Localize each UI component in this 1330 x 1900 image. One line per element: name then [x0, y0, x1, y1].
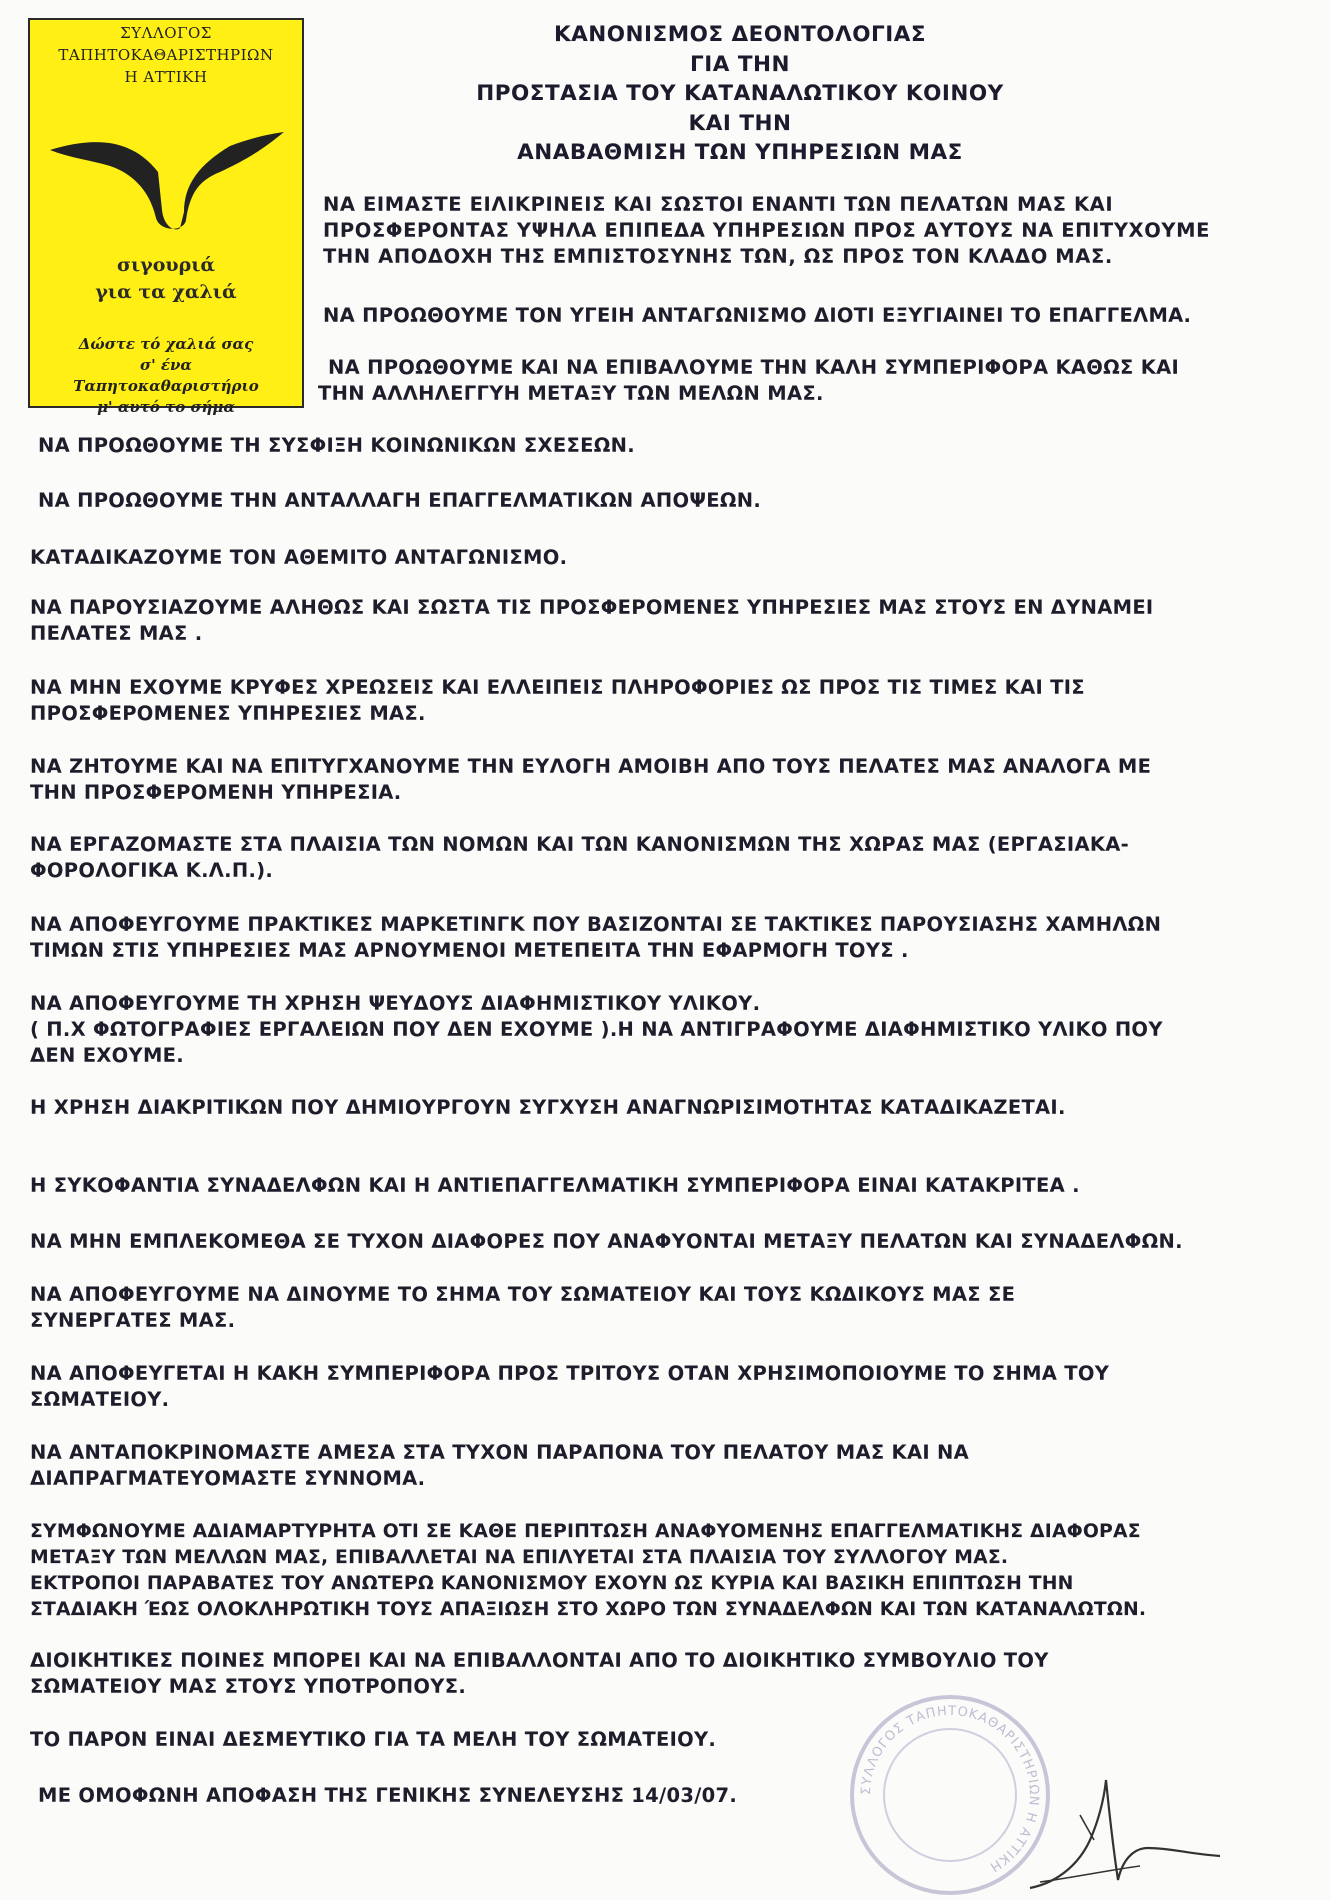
paragraph-line: ΣΥΝΕΡΓΑΤΕΣ ΜΑΣ.: [30, 1309, 236, 1332]
paragraph-line: ΝΑ ΑΠΟΦΕΥΓΟΥΜΕ ΝΑ ΔΙΝΟΥΜΕ ΤΟ ΣΗΜΑ ΤΟΥ ΣΩΜΑΤΕΙΟΥ ΚΑΙ ΤΟΥΣ ΚΩΔΙΚΟΥΣ ΜΑΣ ΣΕ: [30, 1283, 1016, 1306]
paragraph-line: ΤΙΜΩΝ ΣΤΙΣ ΥΠΗΡΕΣΙΕΣ ΜΑΣ ΑΡΝΟΥΜΕΝΟΙ ΜΕΤΕΠΕΙΤΑ ΤΗΝ ΕΦΑΡΜΟΓΗ ΤΟΥΣ .: [30, 939, 909, 962]
title-line-1: ΚΑΝΟΝΙΣΜΟΣ ΔΕΟΝΤΟΛΟΓΙΑΣ: [553, 22, 927, 47]
document-title: [360, 20, 1120, 168]
paragraph-bad-behavior: [30, 1361, 1109, 1413]
logo-header-line-3: Η ΑΤΤΙΚΗ: [124, 68, 208, 86]
paragraph-unfair-competition: [30, 545, 567, 571]
title-line-5: ΑΝΑΒΑΘΜΙΣΗ ΤΩΝ ΥΠΗΡΕΣΙΩΝ ΜΑΣ: [517, 140, 963, 165]
paragraph-line: ΣΤΑΔΙΑΚΗ ΈΩΣ ΟΛΟΚΛΗΡΩΤΙΚΗ ΤΟΥΣ ΑΠΑΞΙΩΣΗ ΣΤΟ ΧΩΡΟ ΤΩΝ ΣΥΝΑΔΕΛΦΩΝ ΚΑΙ ΤΩΝ ΚΑΤΑΝΑΛΩΤΩΝ.: [30, 1599, 1147, 1620]
paragraph-healthy-competition: [323, 303, 1191, 329]
paragraph-line: ΣΥΜΦΩΝΟΥΜΕ ΑΔΙΑΜΑΡΤΥΡΗΤΑ ΟΤΙ ΣΕ ΚΑΘΕ ΠΕΡΙΠΤΩΣΗ ΑΝΑΦΥΟΜΕΝΗΣ ΕΠΑΓΓΕΛΜΑΤΙΚΗΣ ΔΙΑΦΟΡΑΣ: [30, 1521, 1141, 1542]
logo-slogan: [30, 252, 302, 306]
paragraph-line: ΝΑ ΠΡΟΩΘΟΥΜΕ ΤΗΝ ΑΝΤΑΛΛΑΓΗ ΕΠΑΓΓΕΛΜΑΤΙΚΩΝ ΑΠΟΨΕΩΝ.: [38, 489, 762, 512]
paragraph-line: ΝΑ ΑΝΤΑΠΟΚΡΙΝΟΜΑΣΤΕ ΑΜΕΣΑ ΣΤΑ ΤΥΧΟΝ ΠΑΡΑΠΟΝΑ ΤΟΥ ΠΕΛΑΤΟΥ ΜΑΣ ΚΑΙ ΝΑ: [30, 1441, 969, 1464]
paragraph-line: ΔΙΟΙΚΗΤΙΚΕΣ ΠΟΙΝΕΣ ΜΠΟΡΕΙ ΚΑΙ ΝΑ ΕΠΙΒΑΛΛΟΝΤΑΙ ΑΠΟ ΤΟ ΔΙΟΙΚΗΤΙΚΟ ΣΥΜΒΟΥΛΙΟ ΤΟΥ: [30, 1649, 1049, 1672]
paragraph-line: ΝΑ ΕΙΜΑΣΤΕ ΕΙΛΙΚΡΙΝΕΙΣ ΚΑΙ ΣΩΣΤΟΙ ΕΝΑΝΤΙ ΤΩΝ ΠΕΛΑΤΩΝ ΜΑΣ ΚΑΙ: [323, 193, 1114, 216]
title-line-2: ΓΙΑ ΤΗΝ: [690, 51, 790, 77]
paragraph-honesty: [323, 192, 1210, 270]
paragraph-line: ΝΑ ΖΗΤΟΥΜΕ ΚΑΙ ΝΑ ΕΠΙΤΥΓΧΑΝΟΥΜΕ ΤΗΝ ΕΥΛΟΓΗ ΑΜΟΙΒΗ ΑΠΟ ΤΟΥΣ ΠΕΛΑΤΕΣ ΜΑΣ ΑΝΑΛΟΓΑ ΜΕ: [30, 755, 1152, 778]
paragraph-line: ΠΡΟΣΦΕΡΟΝΤΑΣ ΥΨΗΛΑ ΕΠΙΠΕΔΑ ΥΠΗΡΕΣΙΩΝ ΠΡΟΣ ΑΥΤΟΥΣ ΝΑ ΕΠΙΤΥΧΟΥΜΕ: [323, 219, 1211, 242]
paragraph-general-assembly: [38, 1783, 737, 1809]
paragraph-hidden-charges: [30, 675, 1085, 727]
paragraph-line: ΠΡΟΣΦΕΡΟΜΕΝΕΣ ΥΠΗΡΕΣΙΕΣ ΜΑΣ.: [30, 702, 426, 725]
slogan-line-1: σιγουριά: [116, 254, 216, 276]
paragraph-good-behavior: [318, 355, 1179, 407]
logo-tagline: [30, 334, 302, 418]
tagline-line-2: σ' ένα: [140, 356, 192, 374]
tagline-line-1: Δώστε τό χαλιά σας: [78, 335, 254, 353]
paragraph-laws: [30, 832, 1129, 884]
paragraph-line: ΜΕΤΑΞΥ ΤΩΝ ΜΕΛΛΩΝ ΜΑΣ, ΕΠΙΒΑΛΛΕΤΑΙ ΝΑ ΕΠΙΛΥΕΤΑΙ ΣΤΑ ΠΛΑΙΣΙΑ ΤΟΥ ΣΥΛΛΟΓΟΥ ΜΑΣ.: [30, 1547, 1009, 1568]
paragraph-false-advertising: [30, 991, 1163, 1069]
paragraph-line: ΝΑ ΑΠΟΦΕΥΓΕΤΑΙ Η ΚΑΚΗ ΣΥΜΠΕΡΙΦΟΡΑ ΠΡΟΣ ΤΡΙΤΟΥΣ ΟΤΑΝ ΧΡΗΣΙΜΟΠΟΙΟΥΜΕ ΤΟ ΣΗΜΑ ΤΟΥ: [30, 1362, 1110, 1385]
paragraph-professional-views: [38, 488, 761, 514]
title-line-4: ΚΑΙ ΤΗΝ: [688, 110, 792, 136]
paragraph-distinctive-marks: [30, 1095, 1066, 1121]
paragraph-binding: [30, 1727, 716, 1753]
paragraph-line: ΝΑ ΠΡΟΩΘΟΥΜΕ ΚΑΙ ΝΑ ΕΠΙΒΑΛΟΥΜΕ ΤΗΝ ΚΑΛΗ ΣΥΜΠΕΡΙΦΟΡΑ ΚΑΘΩΣ ΚΑΙ: [328, 356, 1180, 379]
paragraph-social-relations: [38, 433, 635, 459]
paragraph-line: ΠΕΛΑΤΕΣ ΜΑΣ .: [30, 622, 203, 645]
paragraph-line: ΣΩΜΑΤΕΙΟΥ ΜΑΣ ΣΤΟΥΣ ΥΠΟΤΡΟΠΟΥΣ.: [30, 1675, 467, 1698]
paragraph-line: ΝΑ ΜΗΝ ΕΜΠΛΕΚΟΜΕΘΑ ΣΕ ΤΥΧΟΝ ΔΙΑΦΟΡΕΣ ΠΟΥ ΑΝΑΦΥΟΝΤΑΙ ΜΕΤΑΞΥ ΠΕΛΑΤΩΝ ΚΑΙ ΣΥΝΑΔΕΛΦΩΝ.: [30, 1230, 1183, 1253]
paragraph-line: ΝΑ ΑΠΟΦΕΥΓΟΥΜΕ ΤΗ ΧΡΗΣΗ ΨΕΥΔΟΥΣ ΔΙΑΦΗΜΙΣΤΙΚΟΥ ΥΛΙΚΟΥ.: [30, 992, 761, 1015]
wings-emblem-icon: [50, 132, 284, 232]
paragraph-line: ΤΗΝ ΠΡΟΣΦΕΡΟΜΕΝΗ ΥΠΗΡΕΣΙΑ.: [30, 781, 402, 804]
paragraph-line: ΝΑ ΠΑΡΟΥΣΙΑΖΟΥΜΕ ΑΛΗΘΩΣ ΚΑΙ ΣΩΣΤΑ ΤΙΣ ΠΡΟΣΦΕΡΟΜΕΝΕΣ ΥΠΗΡΕΣΙΕΣ ΜΑΣ ΣΤΟΥΣ ΕΝ ΔΥΝΑΜΕΙ: [30, 596, 1154, 619]
signature-scribble-icon: [1020, 1770, 1230, 1895]
paragraph-marketing: [30, 912, 1161, 964]
paragraph-disputes: [30, 1229, 1183, 1255]
paragraph-line: ΤΗΝ ΑΛΛΗΛΕΓΓΥΗ ΜΕΤΑΞΥ ΤΩΝ ΜΕΛΩΝ ΜΑΣ.: [318, 382, 824, 405]
title-line-3: ΠΡΟΣΤΑΣΙΑ ΤΟΥ ΚΑΤΑΝΑΛΩΤΙΚΟΥ ΚΟΙΝΟΥ: [476, 81, 1004, 106]
paragraph-line: ΝΑ ΕΡΓΑΖΟΜΑΣΤΕ ΣΤΑ ΠΛΑΙΣΙΑ ΤΩΝ ΝΟΜΩΝ ΚΑΙ ΤΩΝ ΚΑΝΟΝΙΣΜΩΝ ΤΗΣ ΧΩΡΑΣ ΜΑΣ (ΕΡΓΑΣΙΑΚΑ-: [30, 833, 1130, 856]
tagline-line-4: μ' αυτό το σήμα: [97, 398, 235, 416]
paragraph-line: ΣΩΜΑΤΕΙΟΥ.: [30, 1388, 170, 1411]
paragraph-fair-fee: [30, 754, 1151, 806]
paragraph-line: ΦΟΡΟΛΟΓΙΚΑ Κ.Λ.Π.).: [30, 859, 274, 882]
paragraph-slander: [30, 1173, 1080, 1199]
paragraph-line: ΚΑΤΑΔΙΚΑΖΟΥΜΕ ΤΟΝ ΑΘΕΜΙΤΟ ΑΝΤΑΓΩΝΙΣΜΟ.: [30, 546, 568, 569]
paragraph-line: ΕΚΤΡΟΠΟΙ ΠΑΡΑΒΑΤΕΣ ΤΟΥ ΑΝΩΤΕΡΩ ΚΑΝΟΝΙΣΜΟΥ ΕΧΟΥΝ ΩΣ ΚΥΡΙΑ ΚΑΙ ΒΑΣΙΚΗ ΕΠΙΠΤΩΣΗ ΤΗΝ: [30, 1573, 1074, 1594]
paragraph-line: ΤΟ ΠΑΡΟΝ ΕΙΝΑΙ ΔΕΣΜΕΥΤΙΚΟ ΓΙΑ ΤΑ ΜΕΛΗ ΤΟΥ ΣΩΜΑΤΕΙΟΥ.: [30, 1728, 717, 1751]
paragraph-line: ΔΙΑΠΡΑΓΜΑΤΕΥΟΜΑΣΤΕ ΣΥΝΝΟΜΑ.: [30, 1467, 426, 1490]
paragraph-line: Η ΣΥΚΟΦΑΝΤΙΑ ΣΥΝΑΔΕΛΦΩΝ ΚΑΙ Η ΑΝΤΙΕΠΑΓΓΕΛΜΑΤΙΚΗ ΣΥΜΠΕΡΙΦΟΡΑ ΕΙΝΑΙ ΚΑΤΑΚΡΙΤΕΑ .: [30, 1174, 1080, 1197]
paragraph-dispute-resolution: [30, 1519, 1146, 1623]
slogan-line-2: για τα χαλιά: [95, 281, 237, 303]
paragraph-line: ΝΑ ΜΗΝ ΕΧΟΥΜΕ ΚΡΥΦΕΣ ΧΡΕΩΣΕΙΣ ΚΑΙ ΕΛΛΕΙΠΕΙΣ ΠΛΗΡΟΦΟΡΙΕΣ ΩΣ ΠΡΟΣ ΤΙΣ ΤΙΜΕΣ ΚΑΙ ΤΙΣ: [30, 676, 1085, 699]
paragraph-present-services: [30, 595, 1154, 647]
tagline-line-3: Ταπητοκαθαριστήριο: [73, 377, 259, 395]
stamp-ring-text: ΣΥΛΛΟΓΟΣ ΤΑΠΗΤΟΚΑΘΑΡΙΣΤΗΡΙΩΝ Η ΑΤΤΙΚΗ: [858, 1703, 1042, 1875]
paragraph-line: ( Π.Χ ΦΩΤΟΓΡΑΦΙΕΣ ΕΡΓΑΛΕΙΩΝ ΠΟΥ ΔΕΝ ΕΧΟΥΜΕ ).Η ΝΑ ΑΝΤΙΓΡΑΦΟΥΜΕ ΔΙΑΦΗΜΙΣΤΙΚΟ ΥΛΙΚΟ ΠΟΥ: [30, 1018, 1163, 1041]
paragraph-line: ΝΑ ΑΠΟΦΕΥΓΟΥΜΕ ΠΡΑΚΤΙΚΕΣ ΜΑΡΚΕΤΙΝΓΚ ΠΟΥ ΒΑΣΙΖΟΝΤΑΙ ΣΕ ΤΑΚΤΙΚΕΣ ΠΑΡΟΥΣΙΑΣΗΣ ΧΑΜΗΛΩΝ: [30, 913, 1162, 936]
logo-header-line-2: ΤΑΠΗΤΟΚΑΘΑΡΙΣΤΗΡΙΩΝ: [58, 46, 274, 64]
paragraph-line: ΜΕ ΟΜΟΦΩΝΗ ΑΠΟΦΑΣΗ ΤΗΣ ΓΕΝΙΚΗΣ ΣΥΝΕΛΕΥΣΗΣ 14/03/07.: [38, 1784, 738, 1807]
logo-header-line-1: ΣΥΛΛΟΓΟΣ: [120, 24, 212, 42]
paragraph-line: Η ΧΡΗΣΗ ΔΙΑΚΡΙΤΙΚΩΝ ΠΟΥ ΔΗΜΙΟΥΡΓΟΥΝ ΣΥΓΧΥΣΗ ΑΝΑΓΝΩΡΙΣΙΜΟΤΗΤΑΣ ΚΑΤΑΔΙΚΑΖΕΤΑΙ.: [30, 1096, 1066, 1119]
paragraph-line: ΝΑ ΠΡΟΩΘΟΥΜΕ ΤΟΝ ΥΓΕΙΗ ΑΝΤΑΓΩΝΙΣΜΟ ΔΙΟΤΙ ΕΞΥΓΙΑΙΝΕΙ ΤΟ ΕΠΑΓΓΕΛΜΑ.: [323, 304, 1192, 327]
paragraph-line: ΤΗΝ ΑΠΟΔΟΧΗ ΤΗΣ ΕΜΠΙΣΤΟΣΥΝΗΣ ΤΩΝ, ΩΣ ΠΡΟΣ ΤΟΝ ΚΛΑΔΟ ΜΑΣ.: [323, 245, 1113, 268]
paragraph-association-mark: [30, 1282, 1015, 1334]
association-logo: [28, 18, 304, 416]
paragraph-line: ΝΑ ΠΡΟΩΘΟΥΜΕ ΤΗ ΣΥΣΦΙΞΗ ΚΟΙΝΩΝΙΚΩΝ ΣΧΕΣΕΩΝ.: [38, 434, 635, 457]
paragraph-complaints: [30, 1440, 969, 1492]
paragraph-line: ΔΕΝ ΕΧΟΥΜΕ.: [30, 1044, 185, 1067]
